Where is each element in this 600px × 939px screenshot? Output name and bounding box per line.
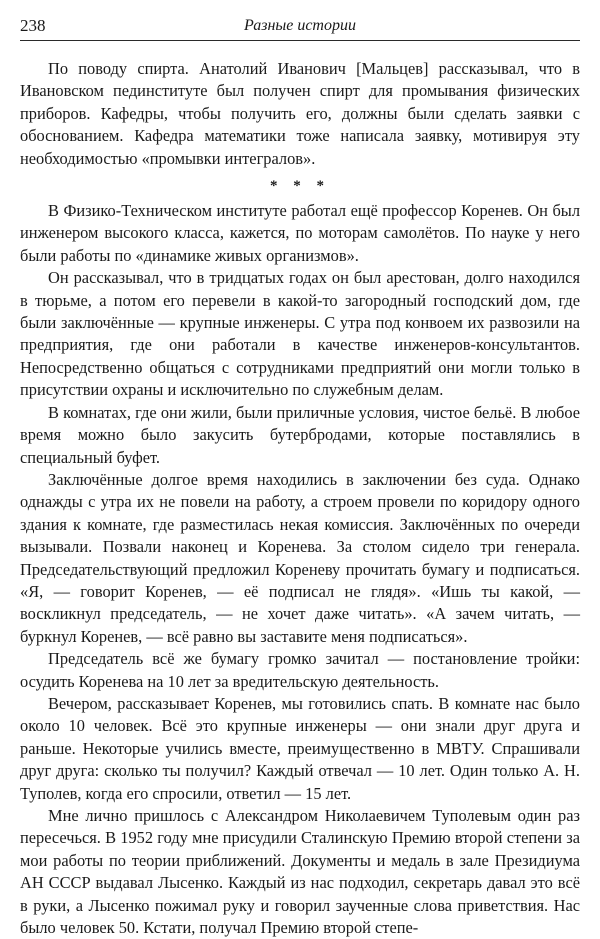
paragraph: Заключённые долгое время находились в заключении без суда. Однако однажды с утра их не повели на работу, а строем провели по коридору одного здания к комнате, где разместилась некая комиссия. Заключённых по очереди вызывали. Позвали наконец и Коренева. За столом сидело три генерала. Председательствующий предложил Кореневу прочитать бумагу и подписаться. «Я, — говорит Коренев, — её подписал не глядя». «Ишь ты какой, — воскликнул председатель, — не хочет даже читать». «А зачем читать, — буркнул Коренев, — всё равно вы заставите меня подписаться».	[20, 469, 580, 646]
section-separator: * * *	[270, 178, 330, 195]
paragraph: Вечером, рассказывает Коренев, мы готовились спать. В комнате нас было около 10 человек. Всё это крупные инженеры — они знали друг друга и раньше. Некоторые учились вместе, преимущественно в МВТУ. Спрашивали друг друга: сколько ты получил? Каждый отвечал — 10 лет. Один только А. Н. Туполев, когда его спросили, ответил — 15 лет.	[20, 693, 580, 803]
page-number: 238	[20, 16, 46, 35]
paragraph: В Физико-Техническом институте работал ещё профессор Коренев. Он был инженером высокого класса, кажется, по моторам самолётов. По науке у него были работы по «динамике живых организмов».	[20, 201, 580, 265]
paragraph: Мне лично пришлось с Александром Николаевичем Туполевым один раз пересечься. В 1952 году мне присудили Сталинскую Премию второй степени за мои работы по теории приближений. Документы и медаль в зале Президиума АН СССР выдавал Лысенко. Каждый из нас подходил, секретарь давал это всё в руки, а Лысенко пожимал руку и говорил заученные слова приветствия. Нас было человек 50. Кстати, получал Премию второй степе-	[20, 806, 580, 938]
running-header	[20, 14, 580, 41]
paragraph: Председатель всё же бумагу громко зачитал — постановление тройки: осудить Коренева на 10 лет за вредительскую деятельность.	[20, 649, 580, 691]
paragraph: Он рассказывал, что в тридцатых годах он был арестован, долго находился в тюрьме, а потом его перевели в какой-то загородный господский дом, где были заключённые — крупные инженеры. С утра под конвоем их развозили на предприятия, где они работали в качестве инженеров-консультантов. Непосредственно общаться с сотрудниками предприятий они могли только в присутствии охраны и исключительно по служебным делам.	[20, 268, 580, 400]
paragraph: В комнатах, где они жили, были приличные условия, чистое бельё. В любое время можно было закусить бутербродами, которые поставлялись в специальный буфет.	[20, 402, 580, 467]
section-title: Разные истории	[244, 17, 356, 34]
paragraph: По поводу спирта. Анатолий Иванович [Мальцев] рассказывал, что в Ивановском пединституте был получен спирт для промывания физических приборов. Кафедры, чтобы получить его, должны были сделать заявки с обоснованием. Кафедра математики тоже написала заявку, мотивируя эту необходимостью «промывки интегралов».	[20, 59, 580, 168]
body-text	[20, 58, 580, 939]
